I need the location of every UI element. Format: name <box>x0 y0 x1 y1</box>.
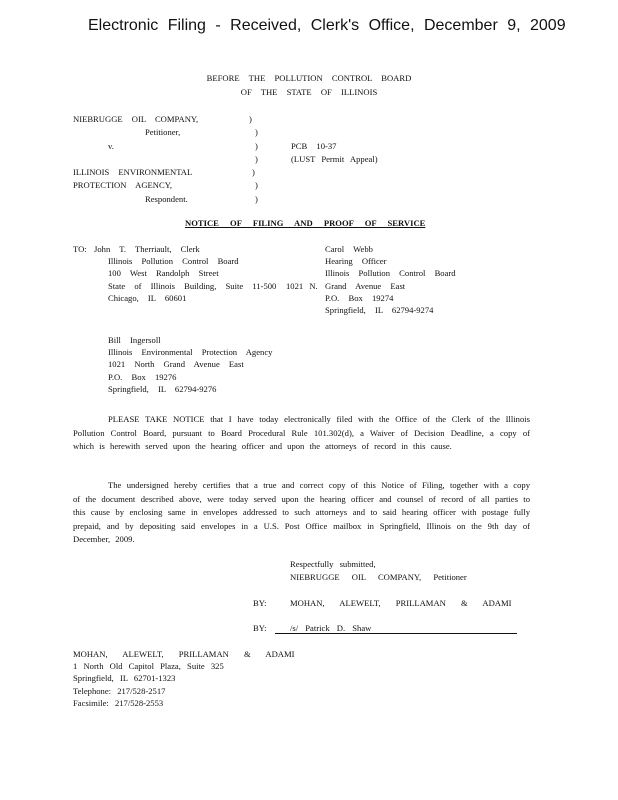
versus-label: v. <box>108 141 114 151</box>
caption-paren: ) <box>255 194 258 204</box>
recipient-line: P.O. Box 19276 <box>108 371 177 382</box>
recipient-line: State of Illinois Building, Suite 11-500 <box>108 280 277 291</box>
recipient-line: Springfield, IL 62794-9276 <box>108 383 217 394</box>
recipient-clerk <box>94 243 294 304</box>
recipient-line: Illinois Environmental Protection Agency <box>108 347 273 358</box>
signature-firm: MOHAN, ALEWELT, PRILLAMAN & ADAMI <box>290 598 512 608</box>
recipient-line: Chicago, IL 60601 <box>108 292 187 303</box>
caption-paren: ) <box>255 154 258 164</box>
by-label: BY: <box>253 623 267 633</box>
caption-paren: ) <box>249 114 252 124</box>
to-label: TO: <box>73 244 87 254</box>
signer-name: /s/ Patrick D. Shaw <box>290 623 372 633</box>
by-label: BY: <box>253 598 267 608</box>
recipient-line: Carol Webb <box>325 244 373 254</box>
caption-paren: ) <box>255 141 258 151</box>
recipient-line: Bill Ingersoll <box>108 335 161 345</box>
footer-telephone: Telephone: 217/528-2517 <box>73 685 166 696</box>
service-paragraph: The undersigned hereby certifies that a true and correct copy of this Notice of Filing, together with a copy of the document described above, were today served upon the hearing officer and counsel of record of all parties to this cause by enclosing same in envelopes addressed to such attorneys and to said hearing officer with postage fully prepaid, and by depositing said envelopes in a U.S. Post Office mailbox in Springfield, Illinois on the 9th day of December, 2009. <box>73 480 530 545</box>
caption-paren: ) <box>255 127 258 137</box>
footer-address-2: Springfield, IL 62701-1323 <box>73 673 176 684</box>
recipient-line: Grand Avenue East <box>325 280 406 291</box>
footer-address-1: 1 North Old Capitol Plaza, Suite 325 <box>73 661 224 672</box>
case-number: PCB 10-37 <box>291 141 337 151</box>
recipient-hearing-officer <box>325 243 525 316</box>
footer-facsimile: Facsimile: 217/528-2553 <box>73 697 164 708</box>
recipient-line: P.O. Box 19274 <box>325 292 394 303</box>
recipient-line: John T. Therriault, Clerk <box>94 244 200 254</box>
petitioner-name: NIEBRUGGE OIL COMPANY, <box>73 114 199 124</box>
electronic-filing-header: Electronic Filing - Received, Clerk's Office, December 9, 2009 <box>88 17 566 34</box>
respondent-role: Respondent. <box>145 194 188 204</box>
recipient-agency <box>108 334 328 395</box>
closing-text: Respectfully submitted, <box>290 559 376 569</box>
court-state: OF THE STATE OF ILLINOIS <box>240 87 378 97</box>
footer-firm-name: MOHAN, ALEWELT, PRILLAMAN & ADAMI <box>73 649 295 659</box>
footer-firm-block <box>73 648 333 709</box>
caption-paren: ) <box>252 167 255 177</box>
petitioner-role: Petitioner, <box>145 127 181 137</box>
recipient-line: 100 West Randolph Street <box>108 268 219 279</box>
respondent-line-1: ILLINOIS ENVIRONMENTAL <box>73 167 193 177</box>
caption-paren: ) <box>255 180 258 190</box>
clerk-address-suffix: 1021 N. <box>286 281 318 291</box>
recipient-line: Illinois Pollution Control Board <box>325 268 456 279</box>
document-title: NOTICE OF FILING AND PROOF OF SERVICE <box>185 218 426 228</box>
signature-line <box>275 633 517 634</box>
recipient-line: Illinois Pollution Control Board <box>108 256 239 267</box>
recipient-line: Hearing Officer <box>325 256 387 267</box>
recipient-line: 1021 North Grand Avenue East <box>108 359 244 370</box>
respondent-line-2: PROTECTION AGENCY, <box>73 180 172 190</box>
court-name: BEFORE THE POLLUTION CONTROL BOARD <box>206 73 412 83</box>
case-type: (LUST Permit Appeal) <box>291 154 378 164</box>
party-name: NIEBRUGGE OIL COMPANY, Petitioner <box>290 572 467 582</box>
notice-paragraph: PLEASE TAKE NOTICE that I have today electronically filed with the Office of the Clerk of the Illinois Pollution Control Board, pursuant to Board Procedural Rule 101.302(d), a Waiver of Decision Deadline, a copy of which is herewith served upon the hearing officer and upon the attorneys of record in this cause. <box>73 414 530 452</box>
recipient-line: Springfield, IL 62794-9274 <box>325 305 434 316</box>
